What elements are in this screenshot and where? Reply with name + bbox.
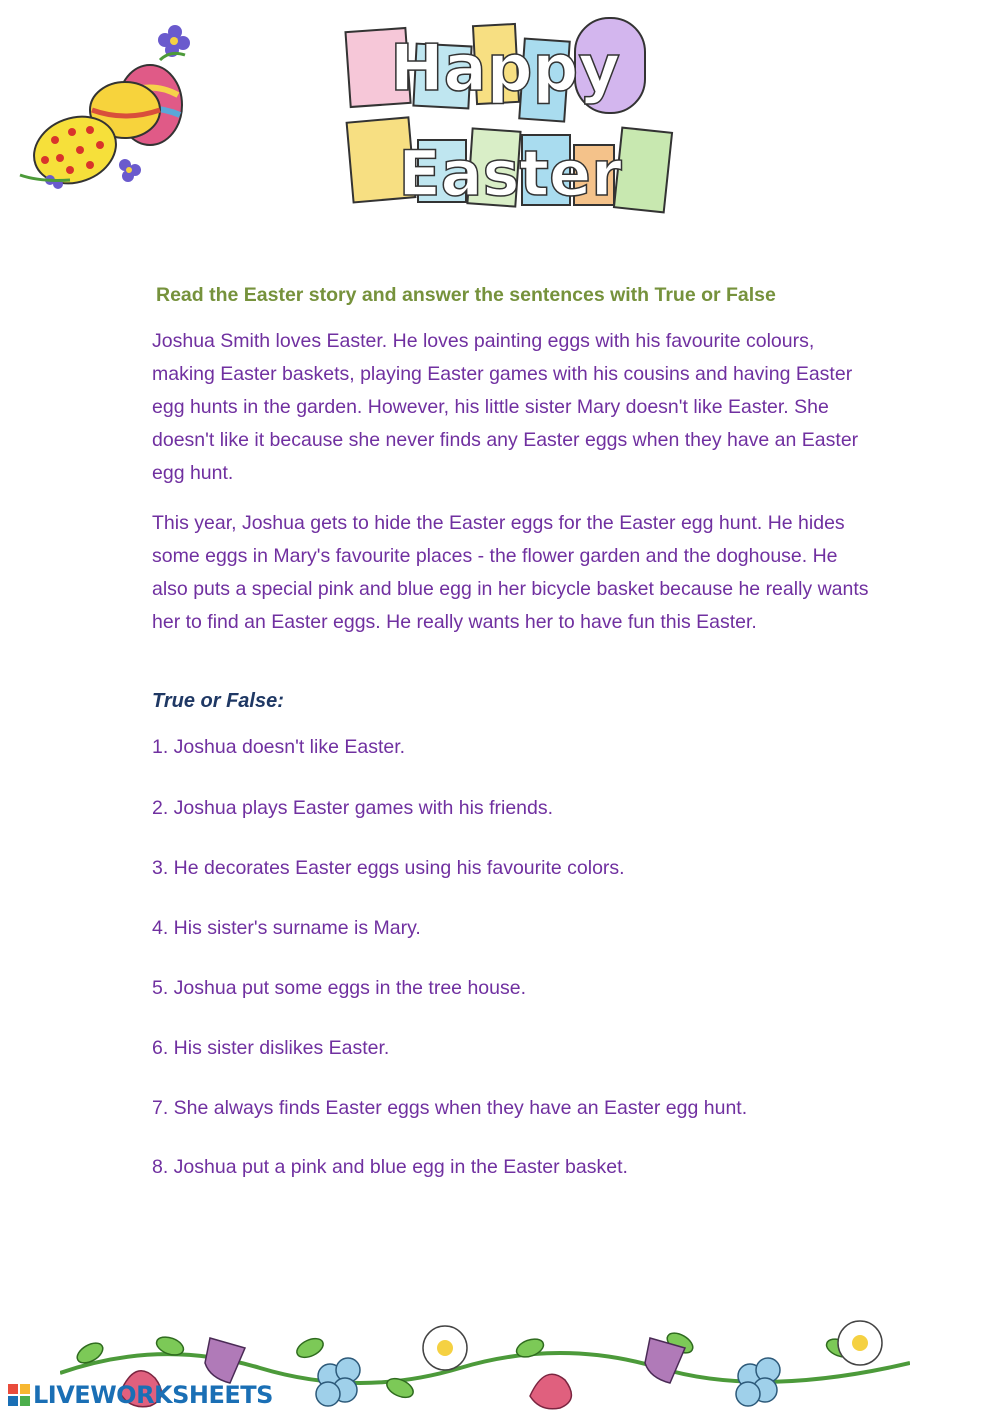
question-item: 8. Joshua put a pink and blue egg in the Easter basket. <box>152 1156 628 1178</box>
easter-eggs-illustration <box>10 10 195 190</box>
true-false-heading: True or False: <box>152 690 284 712</box>
liveworksheets-logo-text: LIVEWORKSHEETS <box>33 1381 273 1409</box>
question-item: 7. She always finds Easter eggs when they have an Easter egg hunt. <box>152 1097 748 1119</box>
story-paragraph-1: Joshua Smith loves Easter. He loves painting eggs with his favourite colours, making Easter baskets, playing Easter games with his cousins and having Easter egg hunts in the garden. However, his little sister Mary doesn't like Easter. She doesn't like it because she never finds any Easter eggs when they have an Easter egg hunt. <box>152 330 859 484</box>
title-text-happy: Happy <box>389 32 621 106</box>
liveworksheets-logo-icon <box>8 1384 30 1406</box>
title-text-easter: Easter <box>398 137 622 210</box>
question-item: 4. His sister's surname is Mary. <box>152 917 421 939</box>
story-paragraph-2: This year, Joshua gets to hide the Easter eggs for the Easter egg hunt. He hides some eggs in Mary's favourite places - the flower garden and the doghouse. He also puts a special pink and blue egg in her bicycle basket because he really wants her to find an Easter eggs. He really wants her to have fun this Easter. <box>152 512 869 633</box>
question-item: 1. Joshua doesn't like Easter. <box>152 736 406 758</box>
instruction-heading: Read the Easter story and answer the sentences with True or False <box>156 284 776 306</box>
question-item: 5. Joshua put some eggs in the tree house. <box>152 977 526 999</box>
question-item: 6. His sister dislikes Easter. <box>152 1037 390 1059</box>
title-line-happy <box>345 18 645 122</box>
happy-easter-title <box>340 10 680 225</box>
title-line-easter <box>347 117 672 212</box>
liveworksheets-logo[interactable] <box>8 1380 273 1410</box>
question-item: 3. He decorates Easter eggs using his favourite colors. <box>152 857 625 879</box>
question-item: 2. Joshua plays Easter games with his friends. <box>152 797 554 819</box>
